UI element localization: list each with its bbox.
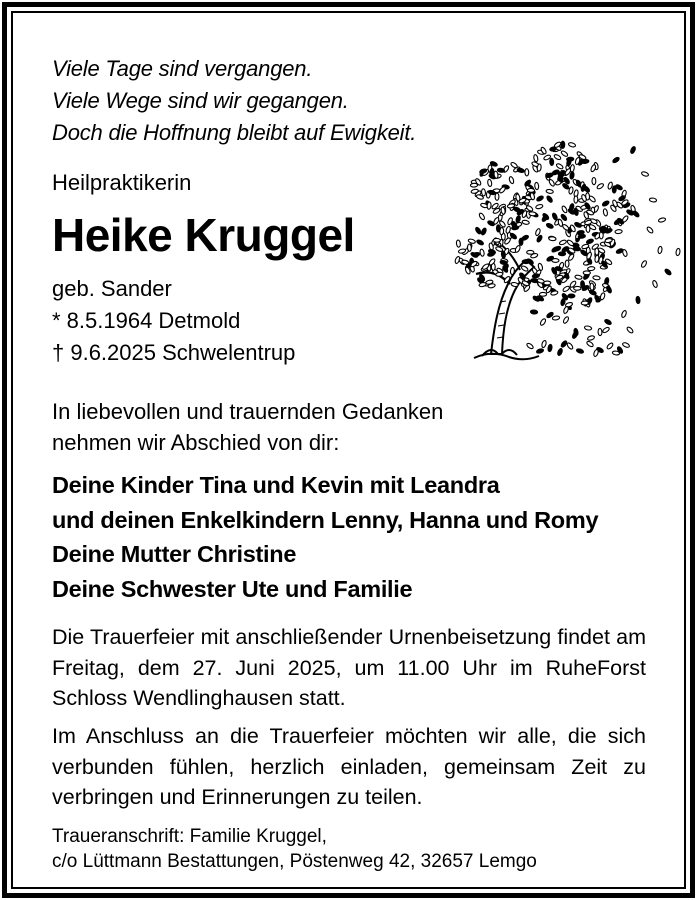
death-date-line: † 9.6.2025 Schwelentrup (52, 340, 296, 365)
ground-line (474, 354, 539, 360)
mourners-line: und deinen Enkelkindern Lenny, Hanna und Romy (52, 506, 599, 533)
verse-line: Doch die Hoffnung bleibt auf Ewigkeit. (52, 120, 417, 145)
invitation-paragraph: Im Anschluss an die Trauerfeier möchten wir alle, die sich verbunden fühlen, herzlich einladen, gemeinsam Zeit zu verbringen und Erinnerungen zu teilen. (52, 724, 646, 809)
intro-line: In liebevollen und trauernden Gedanken (52, 399, 444, 424)
profession-label: Heilpraktikerin (52, 170, 192, 195)
verse-line: Viele Tage sind vergangen. (52, 56, 313, 81)
intro-line: nehmen wir Abschied von dir: (52, 430, 340, 455)
intro-text (52, 396, 646, 458)
mourners-list (52, 468, 646, 606)
deceased-name: Heike Kruggel (52, 209, 355, 261)
tree-svg (448, 132, 688, 364)
windswept-tree-illustration (448, 132, 688, 364)
leaf-canopy (454, 141, 680, 357)
birth-date-line: * 8.5.1964 Detmold (52, 308, 241, 333)
address-line: c/o Lüttmann Bestattungen, Pöstenweg 42, 32657 Lemgo (52, 851, 537, 872)
funeral-details-paragraph: Die Trauerfeier mit anschließender Urnenbeisetzung findet am Freitag, dem 27. Juni 2025, um 11.00 Uhr im RuheForst Schloss Wendlinghausen statt. (52, 625, 646, 710)
mourners-line: Deine Schwester Ute und Familie (52, 575, 413, 602)
address-line: Traueranschrift: Familie Kruggel, (52, 826, 327, 847)
verse-line: Viele Wege sind wir gegangen. (52, 88, 349, 113)
maiden-name: geb. Sander (52, 276, 172, 301)
mourners-line: Deine Kinder Tina und Kevin mit Leandra (52, 472, 500, 498)
condolence-address (52, 824, 646, 874)
mourners-line: Deine Mutter Christine (52, 541, 297, 567)
